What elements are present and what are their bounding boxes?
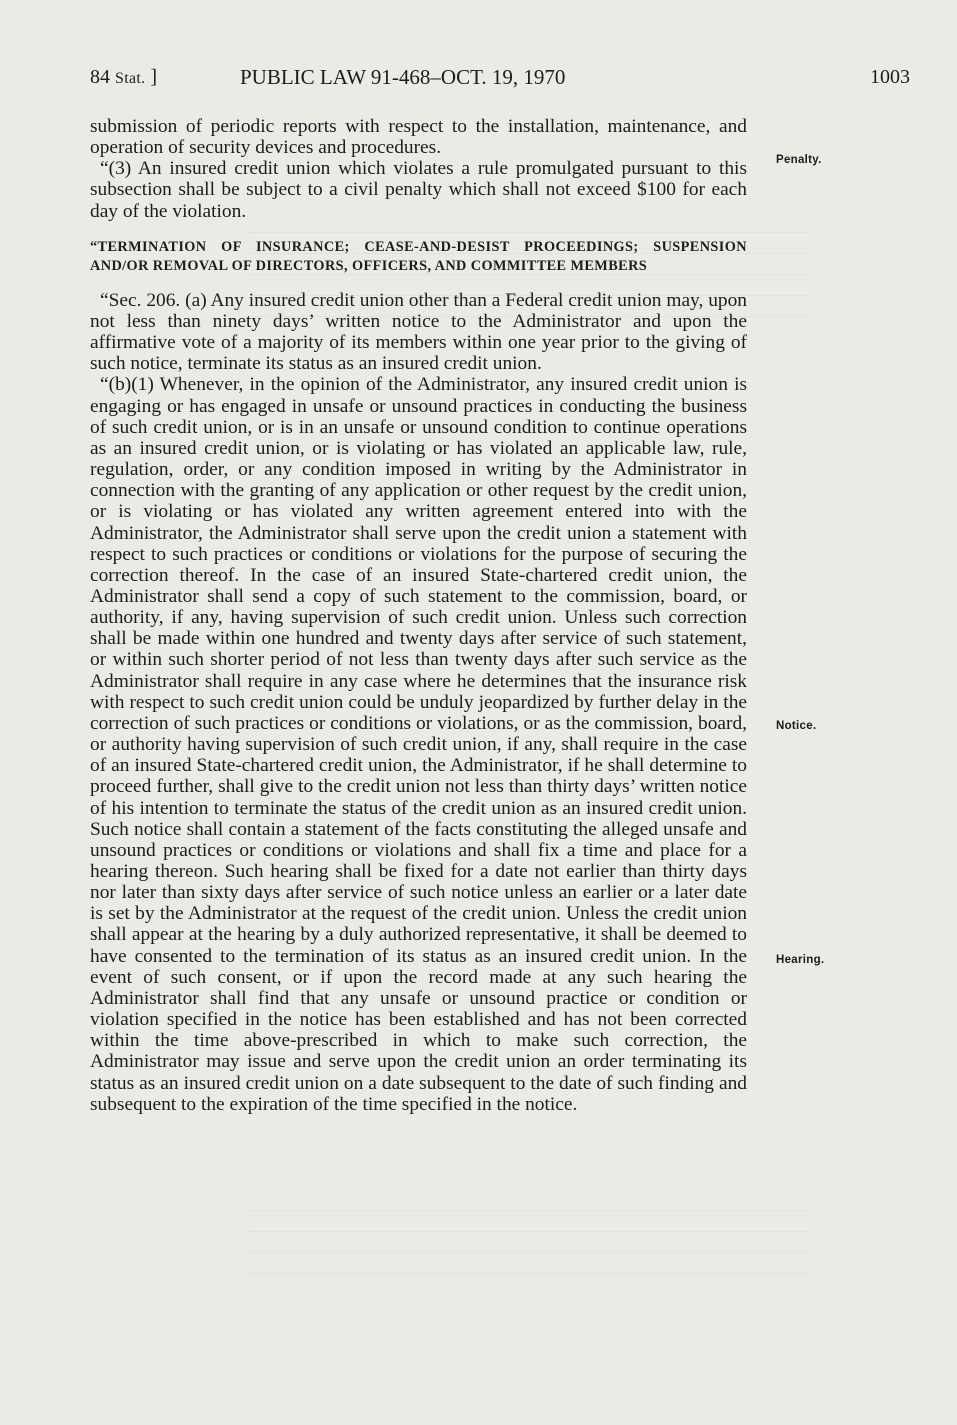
margin-note-notice: Notice.	[776, 720, 817, 732]
paragraph-sec-206-b-1: “(b)(1) Whenever, in the opinion of the Administrator, any insured credit union is engaging or has engaged in unsafe or unsound practices in conducting the business of such credit union, or is in an unsafe or unsound condition to continue operations as an insured credit union, or is violating or has violated an applicable law, rule, regulation, order, or any condition imposed in writing by the Administrator in connection with the granting of any application or other request by the credit union, or is violating or has violated any written agreement entered into with the Administrator, the Administrator shall serve upon the credit union a statement with respect to such practices or conditions or violations for the purpose of securing the correction thereof. In the case of an insured State-chartered credit union, the Administrator shall send a copy of such statement to the commission, board, or authority, if any, having supervision of such credit union. Unless such correction shall be made within one hundred and twenty days after service of such statement, or within such shorter period of not less than twenty days after such service as the Administrator shall require in any case where he determines that the insurance risk with respect to such credit union could be unduly jeopardized by further delay in the correction of such practices or conditions or violations, or as the commission, board, or authority having supervision of such credit union, if any, shall require in the case of an insured State-chartered credit union, the Administrator, if he shall determine to proceed further, shall give to the credit union not less than thirty days’ written notice of his intention to terminate the status of the credit union as an insured credit union. Such notice shall contain a statement of the facts constituting the alleged unsafe and unsound practices or conditions or violations and shall fix a time and place for a hearing thereon. Such hearing shall be fixed for a date not earlier than thirty days nor later than sixty days after service of such notice unless an earlier or a later date is set by the Administrator at the request of the credit union. Unless the credit union shall appear at the hearing by a duly authorized representative, it shall be deemed to have consented to the termination of its status as an insured credit union. In the event of such consent, or if upon the record made at any such hearing the Administrator shall find that any unsafe or unsound practice or condition or violation specified in the notice has been established and has not been corrected within the time above-prescribed in which to make such correction, the Administrator may issue and serve upon the credit union an order terminating its status as an insured credit union on a date subsequent to the date of such finding and subsequent to the expiration of the time specified in the notice.	[90, 374, 747, 1115]
volume-number: 84	[90, 66, 110, 88]
margin-note-hearing: Hearing.	[776, 954, 825, 966]
show-through-line	[250, 1273, 810, 1274]
section-heading: “TERMINATION OF INSURANCE; CEASE-AND-DESIST PROCEEDINGS; SUSPENSION AND/OR REMOVAL OF DIRECTORS, OFFICERS, AND COMMITTEE MEMBERS	[90, 238, 747, 274]
page-title: PUBLIC LAW 91-468–OCT. 19, 1970	[240, 65, 566, 89]
paragraph-civil-penalty: “(3) An insured credit union which violates a rule promulgated pursuant to this subsection shall be subject to a civil penalty which shall not exceed $100 for each day of the violation.	[90, 158, 747, 222]
page-number: 1003	[870, 66, 910, 88]
document-body	[90, 116, 747, 1115]
show-through-line	[250, 1252, 810, 1253]
show-through-line	[250, 1231, 810, 1232]
stat-bracket: ]	[150, 66, 158, 88]
stat-label: Stat.	[115, 70, 146, 87]
statute-volume	[90, 64, 157, 92]
running-header	[0, 64, 957, 90]
margin-note-penalty: Penalty.	[776, 154, 822, 166]
paragraph-sec-206-a: “Sec. 206. (a) Any insured credit union other than a Federal credit union may, upon not less than ninety days’ written notice to the Administrator and upon the affirmative vote of a majority of its members within one year prior to the giving of such notice, terminate its status as an insured credit union.	[90, 289, 747, 375]
paragraph-security-reports: submission of periodic reports with respect to the installation, maintenance, and operation of security devices and procedures.	[90, 116, 747, 159]
show-through-line	[250, 1210, 810, 1211]
